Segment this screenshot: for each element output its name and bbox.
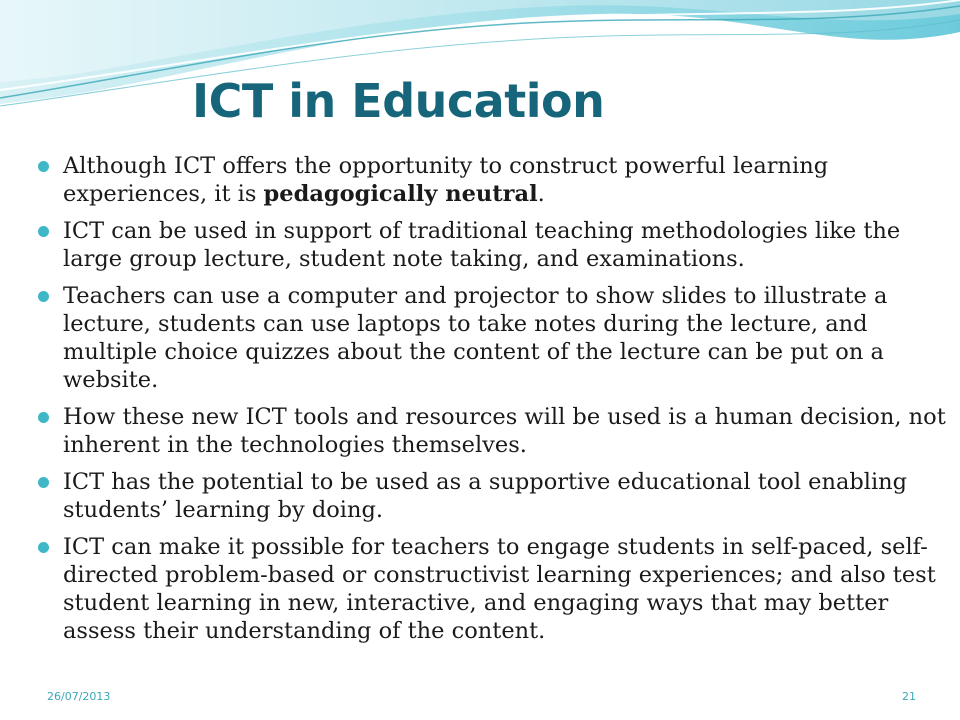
footer-page-number: 21 bbox=[902, 690, 916, 703]
bullet-text: How these new ICT tools and resources will be used is a human decision, not inherent in the technologies themselves. bbox=[63, 404, 946, 458]
bullet-text: Although ICT offers the opportunity to construct powerful learning experiences, it is bbox=[63, 153, 829, 207]
bullet-text: ICT can be used in support of traditional teaching methodologies like the large group lecture, student note taking, and examinations. bbox=[63, 218, 901, 272]
bullet-item bbox=[38, 533, 950, 645]
bullet-text-bold: pedagogically neutral bbox=[263, 181, 538, 207]
bullet-dot-icon bbox=[38, 542, 49, 553]
bullet-text: Teachers can use a computer and projector to show slides to illustrate a lecture, students can use laptops to take notes during the lecture, and multiple choice quizzes about the content of the lecture can be put on a website. bbox=[63, 283, 888, 393]
bullet-list bbox=[38, 152, 950, 654]
bullet-text: ICT has the potential to be used as a supportive educational tool enabling students’ learning by doing. bbox=[63, 469, 908, 523]
footer-date: 26/07/2013 bbox=[47, 690, 111, 703]
bullet-dot-icon bbox=[38, 291, 49, 302]
bullet-dot-icon bbox=[38, 477, 49, 488]
bullet-item bbox=[38, 217, 950, 273]
bullet-item bbox=[38, 468, 950, 524]
bullet-dot-icon bbox=[38, 412, 49, 423]
bullet-text: . bbox=[537, 181, 545, 207]
bullet-item bbox=[38, 152, 950, 208]
bullet-dot-icon bbox=[38, 226, 49, 237]
bullet-item bbox=[38, 403, 950, 459]
bullet-text: ICT can make it possible for teachers to engage students in self-paced, self-directed problem-based or constructivist learning experiences; and also test student learning in new, interactive, and engaging ways that may better assess their understanding of the content. bbox=[63, 534, 936, 644]
bullet-dot-icon bbox=[38, 161, 49, 172]
slide-title: ICT in Education bbox=[192, 74, 605, 128]
bullet-item bbox=[38, 282, 950, 394]
